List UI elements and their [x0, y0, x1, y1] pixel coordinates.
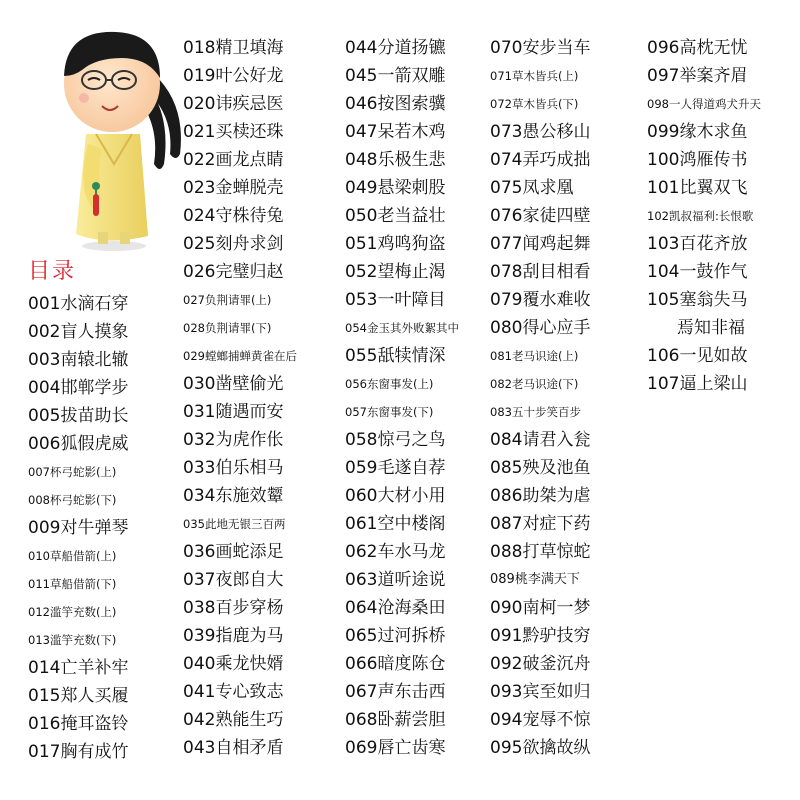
- toc-entry: 024守株待兔: [183, 206, 284, 226]
- toc-entry: 087对症下药: [490, 514, 591, 534]
- toc-entry: 003南辕北辙: [28, 350, 129, 370]
- toc-entry: 013滥竽充数(下): [28, 633, 117, 647]
- toc-entry: 081老马识途(上): [490, 349, 579, 363]
- toc-entry: 039指鹿为马: [183, 626, 284, 646]
- toc-entry: 065过河拆桥: [345, 626, 446, 646]
- toc-entry: 051鸡鸣狗盗: [345, 234, 446, 254]
- toc-entry: 073愚公移山: [490, 122, 591, 142]
- toc-entry: 093宾至如归: [490, 682, 591, 702]
- toc-entry: 033伯乐相马: [183, 458, 284, 478]
- toc-column-2: [183, 34, 333, 762]
- toc-entry: 088打草惊蛇: [490, 542, 591, 562]
- toc-column-1: [28, 290, 178, 766]
- toc-entry: 090南柯一梦: [490, 598, 591, 618]
- toc-entry: 020讳疾忌医: [183, 94, 284, 114]
- toc-entry: 028负荆请罪(下): [183, 321, 272, 335]
- toc-entry: 105塞翁失马: [647, 290, 748, 310]
- toc-entry: 014亡羊补牢: [28, 658, 129, 678]
- toc-entry: 022画龙点睛: [183, 150, 284, 170]
- toc-entry: 021买椟还珠: [183, 122, 284, 142]
- toc-entry: 030凿壁偷光: [183, 374, 284, 394]
- toc-entry: 083五十步笑百步: [490, 405, 581, 419]
- toc-entry: 008杯弓蛇影(下): [28, 493, 117, 507]
- toc-entry: 061空中楼阁: [345, 514, 446, 534]
- toc-entry: 034东施效颦: [183, 486, 284, 506]
- toc-entry: 047呆若木鸡: [345, 122, 446, 142]
- toc-entry: 098一人得道鸡犬升天: [647, 97, 761, 111]
- toc-entry: 044分道扬镳: [345, 38, 446, 58]
- toc-entry: 091黔驴技穷: [490, 626, 591, 646]
- toc-entry: 026完璧归赵: [183, 262, 284, 282]
- toc-entry: 023金蝉脱壳: [183, 178, 284, 198]
- toc-entry: 062车水马龙: [345, 542, 446, 562]
- toc-entry: 067声东击西: [345, 682, 446, 702]
- toc-entry: 031随遇而安: [183, 402, 284, 422]
- toc-entry: 070安步当车: [490, 38, 591, 58]
- toc-entry: 043自相矛盾: [183, 738, 284, 758]
- toc-entry: 018精卫填海: [183, 38, 284, 58]
- toc-entry: 038百步穿杨: [183, 598, 284, 618]
- toc-entry: 049悬梁刺股: [345, 178, 446, 198]
- toc-entry: 048乐极生悲: [345, 150, 446, 170]
- toc-title: 目录: [28, 259, 77, 284]
- toc-entry: 080得心应手: [490, 318, 591, 338]
- toc-column-3: [345, 34, 485, 762]
- toc-entry: 076家徒四壁: [490, 206, 591, 226]
- toc-entry: 036画蛇添足: [183, 542, 284, 562]
- toc-entry: 077闻鸡起舞: [490, 234, 591, 254]
- toc-entry: 069唇亡齿寒: [345, 738, 446, 758]
- toc-entry: 050老当益壮: [345, 206, 446, 226]
- toc-entry: 052望梅止渴: [345, 262, 446, 282]
- toc-entry: 009对牛弹琴: [28, 518, 129, 538]
- toc-entry: 086助桀为虐: [490, 486, 591, 506]
- toc-entry: 010草船借箭(上): [28, 549, 117, 563]
- toc-entry: 064沧海桑田: [345, 598, 446, 618]
- toc-entry: 011草船借箭(下): [28, 577, 117, 591]
- scholar-mascot-icon: [36, 14, 186, 254]
- toc-entry: 097举案齐眉: [647, 66, 748, 86]
- toc-entry: 027负荆请罪(上): [183, 293, 272, 307]
- toc-entry: 095欲擒故纵: [490, 738, 591, 758]
- toc-entry: 059毛遂自荐: [345, 458, 446, 478]
- toc-entry: 071草木皆兵(上): [490, 69, 579, 83]
- toc-entry: 019叶公好龙: [183, 66, 284, 86]
- toc-entry: 001水滴石穿: [28, 294, 129, 314]
- toc-entry: 029螳螂捕蝉黄雀在后: [183, 349, 297, 363]
- toc-entry: 053一叶障目: [345, 290, 446, 310]
- toc-entry: 066暗度陈仓: [345, 654, 446, 674]
- toc-entry: 015郑人买履: [28, 686, 129, 706]
- toc-entry: 104一鼓作气: [647, 262, 748, 282]
- toc-entry: 074弄巧成拙: [490, 150, 591, 170]
- toc-entry: 084请君入瓮: [490, 430, 591, 450]
- toc-entry: 007杯弓蛇影(上): [28, 465, 117, 479]
- toc-entry: 056东窗事发(上): [345, 377, 434, 391]
- toc-column-4: [490, 34, 640, 762]
- toc-entry: 017胸有成竹: [28, 742, 129, 762]
- toc-entry: 037夜郎自大: [183, 570, 284, 590]
- toc-entry: 072草木皆兵(下): [490, 97, 579, 111]
- toc-entry: 099缘木求鱼: [647, 122, 748, 142]
- toc-entry: 055舐犊情深: [345, 346, 446, 366]
- toc-entry: 092破釜沉舟: [490, 654, 591, 674]
- toc-entry: 101比翼双飞: [647, 178, 748, 198]
- toc-entry: 094宠辱不惊: [490, 710, 591, 730]
- toc-entry: 040乘龙快婿: [183, 654, 284, 674]
- toc-entry: 002盲人摸象: [28, 322, 129, 342]
- toc-entry: 096高枕无忧: [647, 38, 748, 58]
- toc-entry: 075凤求凰: [490, 178, 574, 198]
- toc-entry: 102凯叔福利:长恨歌: [647, 209, 754, 223]
- toc-entry: 012滥竽充数(上): [28, 605, 117, 619]
- toc-entry: 085殃及池鱼: [490, 458, 591, 478]
- toc-entry: 045一箭双雕: [345, 66, 446, 86]
- toc-entry: 025刻舟求剑: [183, 234, 284, 254]
- toc-entry: 068卧薪尝胆: [345, 710, 446, 730]
- toc-entry: 041专心致志: [183, 682, 284, 702]
- toc-entry: 103百花齐放: [647, 234, 748, 254]
- toc-entry: 106一见如故: [647, 346, 748, 366]
- toc-entry: 004邯郸学步: [28, 378, 129, 398]
- toc-entry: 016掩耳盗铃: [28, 714, 129, 734]
- toc-entry: 079覆水难收: [490, 290, 591, 310]
- toc-entry: 057东窗事发(下): [345, 405, 434, 419]
- toc-entry: 046按图索骥: [345, 94, 446, 114]
- toc-entry: 078刮目相看: [490, 262, 591, 282]
- toc-entry: 063道听途说: [345, 570, 446, 590]
- toc-entry: 005拔苗助长: [28, 406, 129, 426]
- toc-entry: 082老马识途(下): [490, 377, 579, 391]
- toc-entry: 032为虎作伥: [183, 430, 284, 450]
- toc-entry: 058惊弓之鸟: [345, 430, 446, 450]
- toc-column-5: [647, 34, 797, 398]
- toc-entry: 006狐假虎威: [28, 434, 129, 454]
- toc-entry: 焉知非福: [677, 318, 745, 338]
- toc-entry: 054金玉其外败絮其中: [345, 321, 459, 335]
- toc-entry: 107逼上梁山: [647, 374, 748, 394]
- toc-entry: 089桃李满天下: [490, 572, 580, 587]
- toc-entry: 060大材小用: [345, 486, 446, 506]
- toc-entry: 100鸿雁传书: [647, 150, 748, 170]
- toc-entry: 035此地无银三百两: [183, 517, 286, 531]
- toc-entry: 042熟能生巧: [183, 710, 284, 730]
